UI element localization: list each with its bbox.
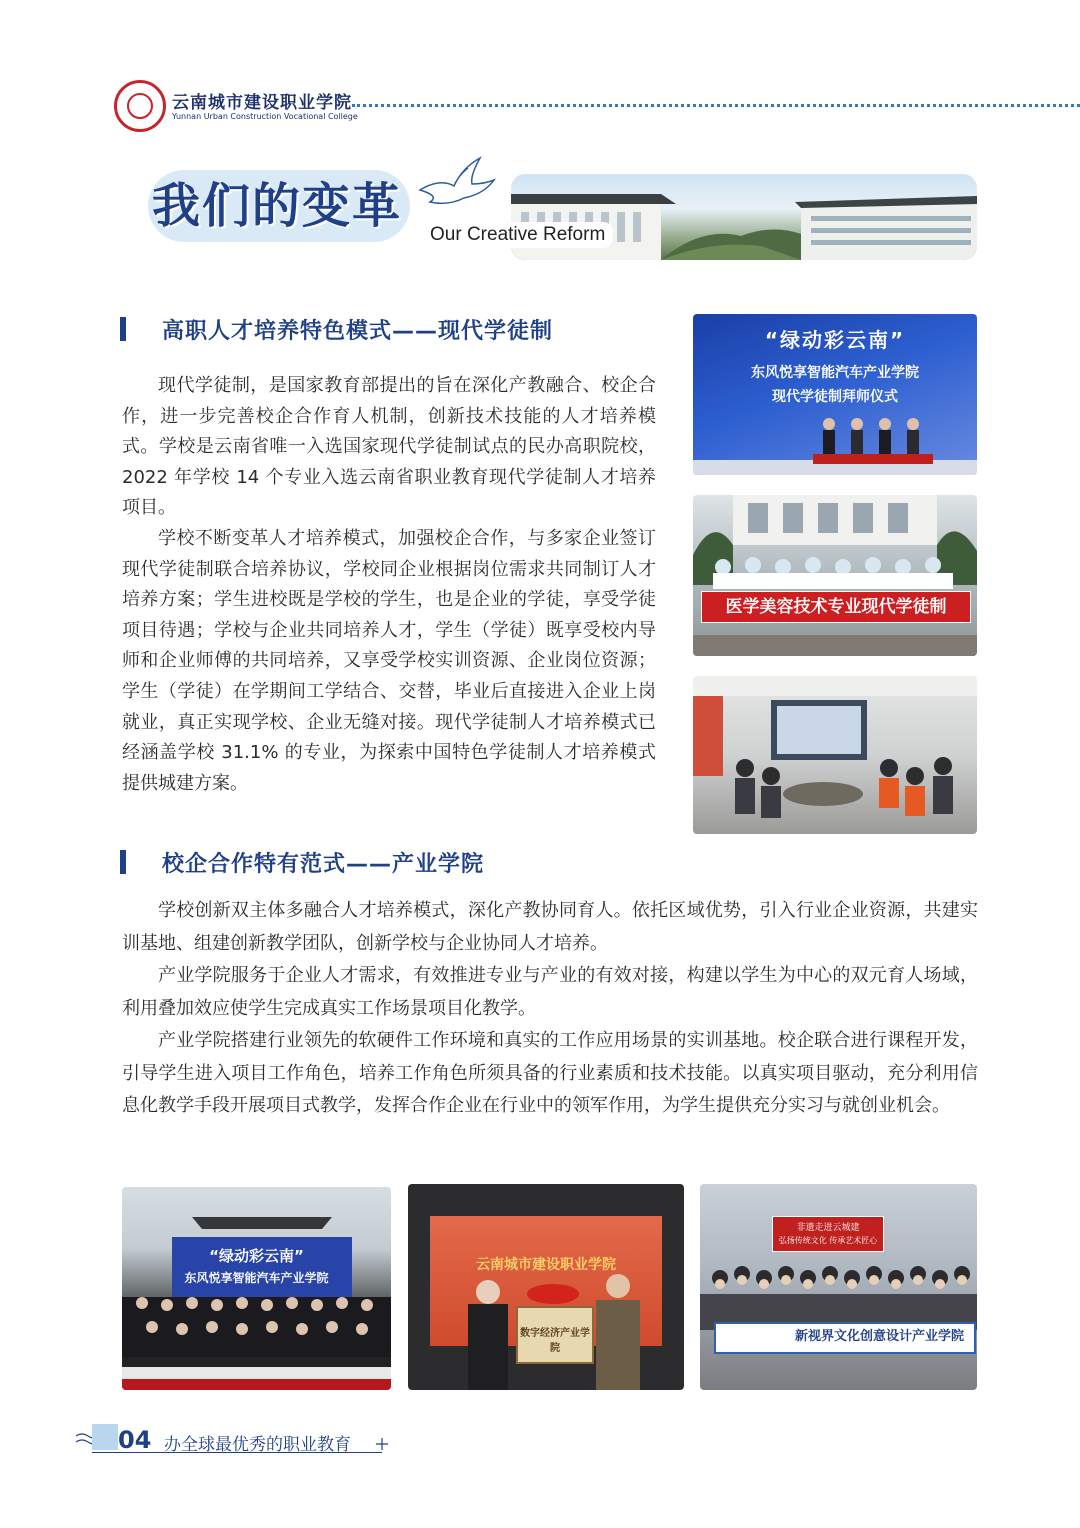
plus-icon (374, 1436, 390, 1452)
photo-apprentice-ceremony (693, 314, 977, 475)
photo-caption: 云南城市建设职业学院 (476, 1257, 616, 1273)
photo-caption: 东风悦享智能汽车产业学院 (184, 1271, 329, 1285)
section2-paragraph: 产业学院搭建行业领先的软硬件工作环境和真实的工作应用场景的实训基地。校企联合进行课程开发，引导学生进入项目工作角色，培养工作角色所须具备的行业素质和技术技能。以真实项目驱动，充分利用信息化教学手段开展项目式教学，发挥合作企业在行业中的领军作用，为学生提供充分实习与就创业机会。 (122, 1030, 978, 1116)
section1-body (122, 371, 656, 799)
photo-caption: 东风悦享智能汽车产业学院 (751, 365, 919, 381)
photo-caption: 医学美容技术专业现代学徒制 (725, 597, 947, 617)
school-logo (114, 80, 166, 132)
page-title: 我们的变革 (152, 178, 403, 234)
section2-heading: 校企合作特有范式——产业学院 (162, 852, 485, 877)
photo-banner (701, 591, 971, 623)
section2-paragraph: 产业学院服务于企业人才需求，有效推进专业与产业的有效对接，构建以学生为中心的双元育人场域，利用叠加效应使学生完成真实工作场景项目化教学。 (122, 965, 978, 1019)
header-divider (352, 104, 1080, 107)
section2-body (122, 895, 978, 1123)
section-marker (120, 850, 126, 874)
section1-paragraph: 学校不断变革人才培养模式，加强校企合作，与多家企业签订现代学徒制联合培养协议，学校同企业根据岗位需求共同制订人才培养方案；学生进校既是学校的学生，也是企业的学徒，享受学徒项目待遇；学校与企业共同培养人才，学生（学徒）既享受校内导师和企业师傅的共同培养，又享受学校实训资源、企业岗位资源；学生（学徒）在学期间工学结合、交替，毕业后直接进入企业上岗就业，真正实现学校、企业无缝对接。现代学徒制人才培养模式已经涵盖学校 31.1% 的专业，为探索中国特色学徒制人才培养模式提供城建方案。 (122, 527, 656, 794)
photo-caption: “绿动彩云南” (764, 328, 906, 352)
photo-industry-college-students (122, 1187, 391, 1390)
photo-caption: 新视界文化创意设计产业学院 (794, 1329, 964, 1344)
photo-medical-beauty-group (693, 495, 977, 656)
photo-discussion-room (693, 676, 977, 834)
section2-paragraph: 学校创新双主体多融合人才培养模式，深化产教协同育人。依托区域优势，引入行业企业资源，共建实训基地、组建创新教学团队，创新学校与企业协同人才培养。 (122, 900, 978, 954)
page-number: 04 (118, 1426, 152, 1454)
photo-caption: 弘扬传统文化 传承艺术匠心 (778, 1236, 878, 1245)
photo-plaque-ceremony (408, 1184, 684, 1390)
plaque (516, 1306, 594, 1364)
school-name-cn: 云南城市建设职业学院 (172, 93, 352, 113)
section1-heading: 高职人才培养特色模式——现代学徒制 (162, 319, 554, 344)
photo-banner (714, 1322, 976, 1354)
school-name-en: Yunnan Urban Construction Vocational College (172, 112, 358, 121)
photo-cultural-creative-group (700, 1184, 977, 1390)
photo-caption: 非遗走进云城建 (796, 1223, 860, 1233)
dove-icon (410, 150, 500, 220)
page-number-box (92, 1424, 118, 1450)
page-subtitle-en: Our Creative Reform (422, 222, 613, 248)
section-marker (120, 317, 126, 341)
photo-caption: “绿动彩云南” (209, 1247, 304, 1265)
plaque-text: 数字经济产业学院 (520, 1328, 590, 1354)
photo-caption: 现代学徒制拜师仪式 (772, 389, 898, 405)
section1-paragraph: 现代学徒制，是国家教育部提出的旨在深化产教融合、校企合作，进一步完善校企合作育人机制，创新技术技能的人才培养模式。学校是云南省唯一入选国家现代学徒制试点的民办高职院校，2022 年学校 14 个专业入选云南省职业教育现代学徒制人才培养项目。 (122, 375, 656, 519)
footer-divider (92, 1452, 382, 1453)
footer-slogan: 办全球最优秀的职业教育 (164, 1435, 351, 1455)
